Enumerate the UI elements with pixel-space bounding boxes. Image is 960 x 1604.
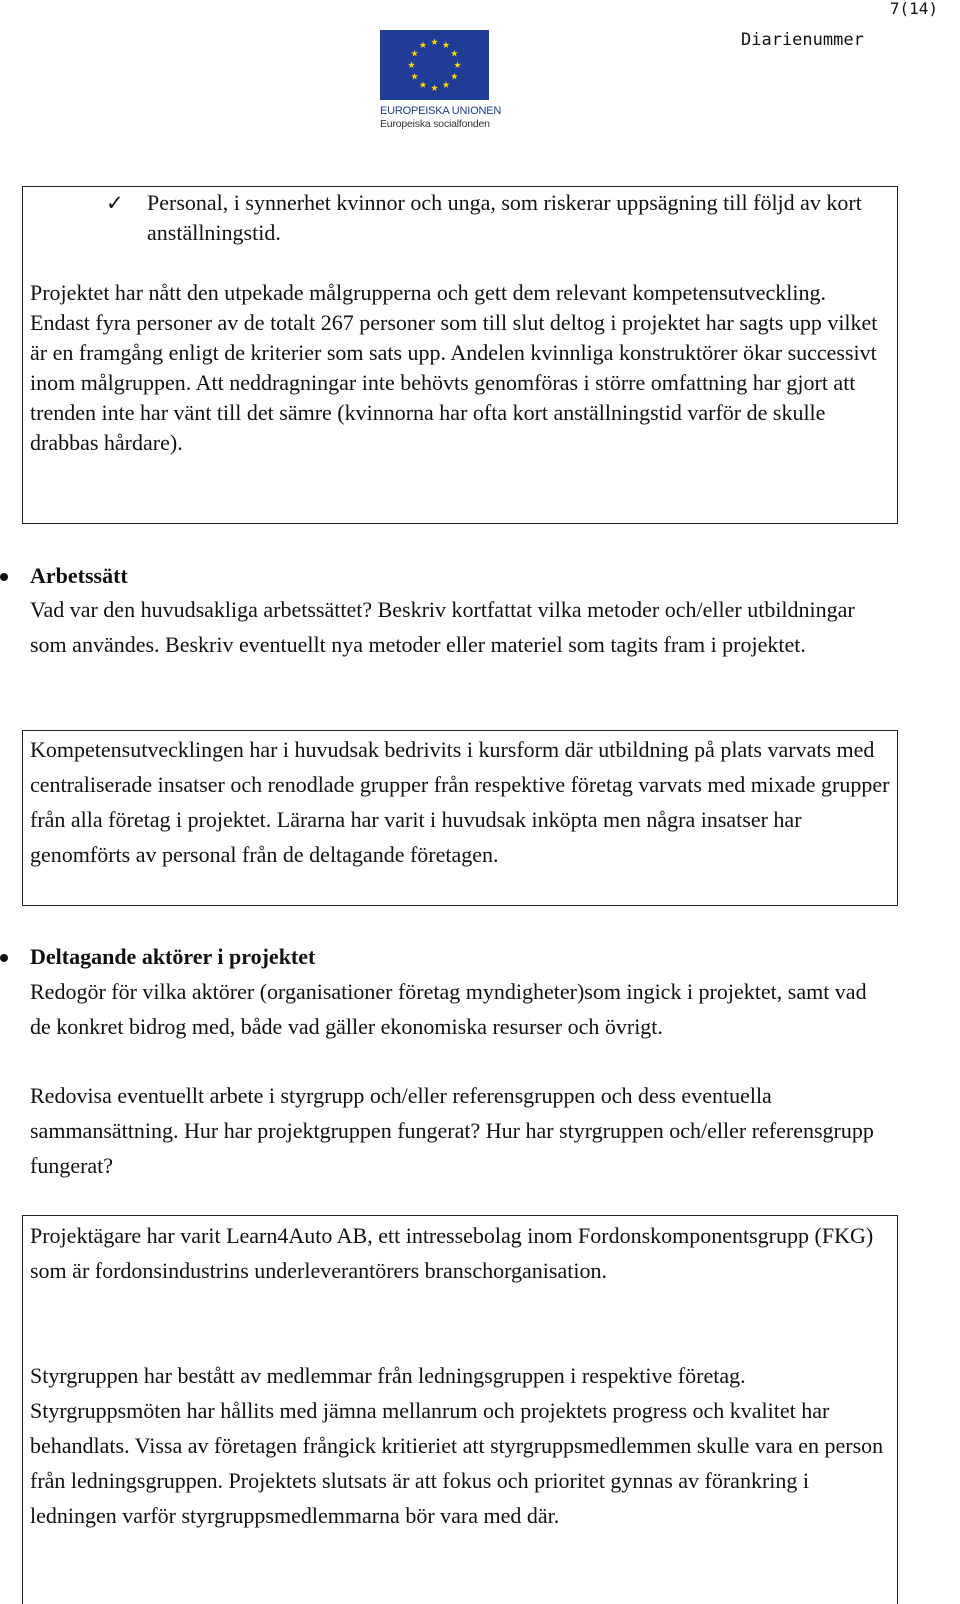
logo-text-eu: EUROPEISKA UNIONEN bbox=[380, 105, 502, 117]
bullet-icon bbox=[0, 573, 8, 581]
answer-text-arbetssatt: Kompetensutvecklingen har i huvudsak bedrivits i kursform där utbildning på plats varvats med centraliserade insatser och renodlade grupper från respektive företag varvats med mixade grupper från alla företag i projektet. Lärarna har varit i huvudsak inköpta men några insatser har genomförts av personal från de deltagande företagen. bbox=[30, 737, 890, 867]
question-text-aktorer: Redogör för vilka aktörer (organisationer företag myndigheter)som ingick i projektet, samt vad de konkret bidrog med, både vad gäller ekonomiska resurser och övrigt. bbox=[30, 979, 867, 1039]
answer-text-projektagare: Projektägare har varit Learn4Auto AB, ett intressebolag inom Fordonskomponentsgrupp (FKG) som är fordonsindustrins underleverantörers branschorganisation. bbox=[30, 1223, 874, 1283]
question-text-arbetssatt: Vad var den huvudsakliga arbetssättet? Beskriv kortfattat vilka metoder och/eller utbildningar som användes. Beskriv eventuellt nya metoder eller materiel som tagits fram i projektet. bbox=[30, 597, 855, 657]
page-number: 7(14) bbox=[889, 0, 938, 18]
eu-logo bbox=[380, 30, 502, 130]
question-text-styrgrupp: Redovisa eventuellt arbete i styrgrupp och/eller referensgruppen och dess eventuella sammansättning. Hur har projektgruppen fungerat? Hur har styrgruppen och/eller referensgrupp fungerat? bbox=[30, 1083, 874, 1178]
section-heading-arbetssatt: Arbetssätt bbox=[30, 563, 128, 588]
logo-text-esf: Europeiska socialfonden bbox=[380, 118, 490, 130]
section-heading-aktorer: Deltagande aktörer i projektet bbox=[30, 944, 316, 969]
checkmark-icon: ✓ bbox=[106, 191, 124, 215]
check-item-text: Personal, i synnerhet kvinnor och unga, som riskerar uppsägning till följd av kort anställningstid. bbox=[147, 190, 862, 245]
answer-text-target-group: Projektet har nått den utpekade målgrupperna och gett dem relevant kompetensutveckling. Endast fyra personer av de totalt 267 personer som till slut deltog i projektet har sagts upp vilket är en framgång enligt de kriterier som sats upp. Andelen kvinnliga konstruktörer ökar successivt inom målgruppen. Att neddragningar inte behövts genomföras i större omfattning har gjort att trenden inte har vänt till det sämre (kvinnorna har ofta kort anställningstid varför de skulle drabbas hårdare). bbox=[30, 280, 878, 455]
answer-text-styrgruppen: Styrgruppen har bestått av medlemmar från ledningsgruppen i respektive företag. Styrgruppsmöten har hållits med jämna mellanrum och projektets progress och kvalitet har behandlats. Vissa av företagen frångick kritieriet att styrgruppsmedlemmen skulle vara en person från ledningsgruppen. Projektets slutsats är att fokus och prioritet gynnas av förankring i ledningen varför styrgruppsmedlemmarna bör vara med där. bbox=[30, 1363, 884, 1528]
bullet-icon bbox=[0, 954, 8, 962]
eu-flag-icon bbox=[380, 30, 489, 100]
diarienummer-label: Diarienummer bbox=[741, 30, 864, 50]
